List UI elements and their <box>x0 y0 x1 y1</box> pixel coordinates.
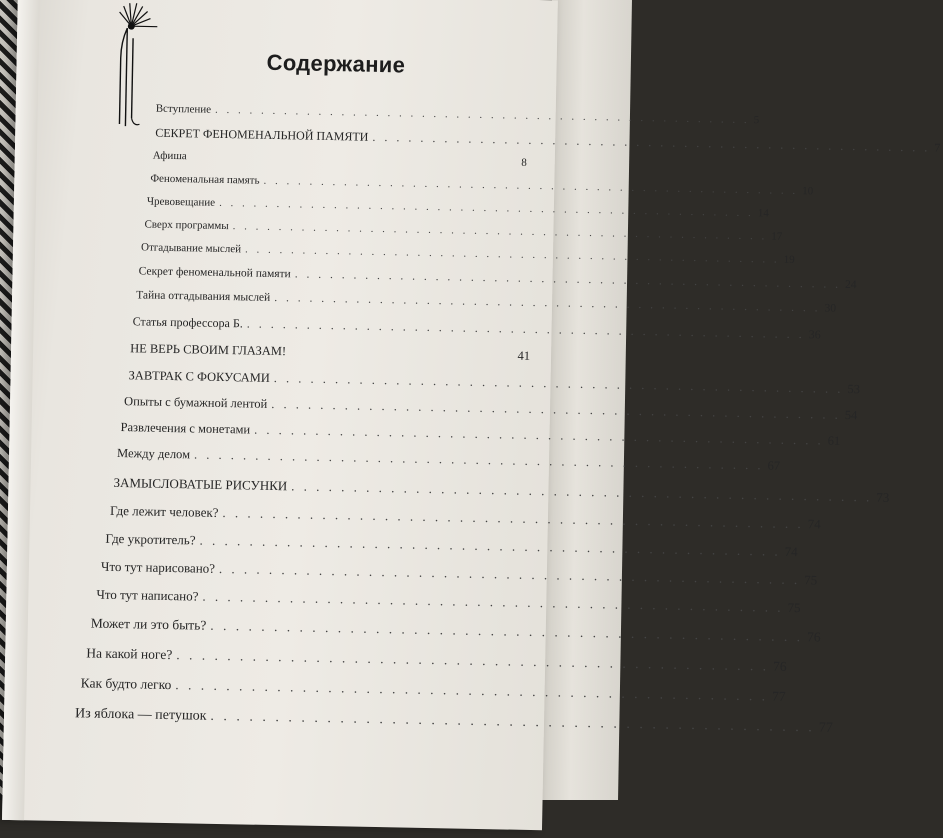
toc-entry-page: 8 <box>521 157 527 169</box>
toc-entry-page: 76 <box>773 659 787 675</box>
toc-entry <box>141 241 527 260</box>
toc-entry-page: 14 <box>758 207 769 219</box>
toc-leader-dots: . . . . . . . . . . . . . . . . . . . . . . . . . . . . . . . . . . . . . . . . . . . . . . . <box>219 197 754 219</box>
toc-leader-dots: . . . . . . . . . . . . . . . . . . . . . . . . . . . . . . . . . . . . . . . . . . . . . . . <box>247 316 805 342</box>
toc-entry-label: ЗАВТРАК С ФОКУСАМИ <box>128 368 270 386</box>
toc-entry-page: 75 <box>804 572 817 588</box>
toc-leader-dots: . . . . . . . . . . . . . . . . . . . . . . . . . . . . . . . . . . . . . . . . . . . . . . . <box>210 618 803 645</box>
toc-entry-label: Что тут нарисовано? <box>101 559 215 577</box>
toc-entry-label: Из яблока — петушок <box>75 706 207 725</box>
toc-entry <box>144 218 527 237</box>
toc-entry <box>81 675 544 700</box>
toc-entry-label: Секрет феноменальной памяти <box>139 265 291 280</box>
toc-entry-label: Отгадывание мыслей <box>141 241 241 255</box>
toc-entry <box>91 616 543 641</box>
toc-entry <box>96 587 542 612</box>
toc-leader-dots: . . . . . . . . . . . . . . . . . . . . . . . . . . . . . . . . . . . . . . . . . . . . . . . <box>210 709 815 737</box>
toc-entry-label: Может ли это быть? <box>91 616 207 634</box>
toc-entry-page: 10 <box>802 185 813 197</box>
toc-entry <box>156 103 526 122</box>
toc-entry <box>101 559 541 583</box>
page-title: Содержание <box>266 50 405 79</box>
toc-entry-label: Где лежит человек? <box>110 503 219 521</box>
toc-leader-dots: . . . . . . . . . . . . . . . . . . . . . . . . . . . . . . . . . . . . . . . . . . . . . . . <box>295 268 842 290</box>
toc-leader-dots: . . . . . . . . . . . . . . . . . . . . . . . . . . . . . . . . . . . . . . . . . . . . . . . <box>245 243 780 265</box>
toc-leader-dots: . . . . . . . . . . . . . . . . . . . . . . . . . . . . . . . . . . . . . . . . . . . . . . . <box>202 589 783 616</box>
toc-leader-dots: . . . . . . . . . . . . . . . . . . . . . . . . . . . . . . . . . . . . . . . . . . . . . . . <box>215 104 750 126</box>
toc-entry-page: 73 <box>876 490 889 506</box>
toc-leader-dots: . . . . . . . . . . . . . . . . . . . . . . . . . . . . . . . . . . . . . . . . . . . . . . . <box>263 175 798 197</box>
toc-entry <box>150 173 526 192</box>
toc-entry-page: 77 <box>819 721 833 737</box>
toc-entry-label: Опыты с бумажной лентой <box>124 394 267 412</box>
toc-entry-page: 76 <box>807 629 821 645</box>
toc-entry <box>75 706 544 731</box>
toc-entry-label: Между делом <box>117 446 190 462</box>
book-page <box>2 0 558 830</box>
toc-entry-page: 77 <box>772 689 786 705</box>
toc-entry-page: 67 <box>767 458 780 473</box>
toc-entry-page: 30 <box>824 303 836 315</box>
toc-entry <box>113 475 537 499</box>
toc-entry-page: 7 <box>934 141 940 156</box>
toc-entry <box>128 368 531 391</box>
toc-leader-dots: . . . . . . . . . . . . . . . . . . . . . . . . . . . . . . . . . . . . . . . . . . . . . . . <box>194 447 764 473</box>
toc-entry-page: 17 <box>771 231 782 243</box>
toc-entry-label: Вступление <box>156 103 212 116</box>
toc-leader-dots: . . . . . . . . . . . . . . . . . . . . . . . . . . . . . . . . . . . . . . . . . . . . . . . <box>254 423 824 449</box>
toc-entry-page: 24 <box>845 279 857 291</box>
toc-entry-label: Чревовещание <box>147 196 215 209</box>
toc-entry-label: Как будто легко <box>81 675 172 693</box>
toc-entry <box>105 531 539 555</box>
toc-entry-label: Развлечения с монетами <box>120 420 250 437</box>
toc-entry-page: 74 <box>808 516 821 532</box>
toc-leader-dots: . . . . . . . . . . . . . . . . . . . . . . . . . . . . . . . . . . . . . . . . . . . . . . . <box>219 561 800 588</box>
toc-entry-page: 74 <box>785 544 798 560</box>
toc-entry <box>124 394 532 417</box>
toc-entry-page: 19 <box>784 254 795 266</box>
toc-leader-dots: . . . . . . . . . . . . . . . . . . . . . . . . . . . . . . . . . . . . . . . . . . . . . . . <box>291 478 872 505</box>
toc-entry <box>117 446 535 469</box>
toc-entry <box>120 420 533 443</box>
toc-entry-page: 5 <box>754 114 760 126</box>
toc-entry-label: Где укротитель? <box>105 531 195 549</box>
toc-leader-dots: . . . . . . . . . . . . . . . . . . . . . . . . . . . . . . . . . . . . . . . . . . . . . . . <box>176 647 769 674</box>
toc-leader-dots: . . . . . . . . . . . . . . . . . . . . . . . . . . . . . . . . . . . . . . . . . . . . . . . <box>274 292 821 314</box>
toc-entry-label: СЕКРЕТ ФЕНОМЕНАЛЬНОЙ ПАМЯТИ <box>155 126 368 145</box>
toc-entry-label: Афиша <box>153 150 187 163</box>
toc-entry-page: 41 <box>517 349 530 364</box>
toc-entry <box>153 150 527 169</box>
toc-entry-label: Сверх программы <box>144 218 228 232</box>
toc-entry <box>133 314 529 337</box>
toc-entry <box>155 126 527 148</box>
toc-entry-label: Что тут написано? <box>96 587 198 605</box>
toc-entry-label: НЕ ВЕРЬ СВОИМ ГЛАЗАМ! <box>130 341 286 359</box>
toc-entry-page: 36 <box>809 327 821 342</box>
toc-entry-label: Статья профессора Б. <box>133 314 243 331</box>
toc-entry <box>147 196 527 215</box>
toc-leader-dots: . . . . . . . . . . . . . . . . . . . . . . . . . . . . . . . . . . . . . . . . . . . . . . . <box>372 130 930 156</box>
toc-leader-dots: . . . . . . . . . . . . . . . . . . . . . . . . . . . . . . . . . . . . . . . . . . . . . . . <box>274 371 844 397</box>
toc-entry-page: 53 <box>847 382 860 397</box>
toc-entry <box>110 503 539 527</box>
toc-entry-page: 75 <box>787 600 800 616</box>
toc-leader-dots: . . . . . . . . . . . . . . . . . . . . . . . . . . . . . . . . . . . . . . . . . . . . . . . <box>175 677 768 704</box>
toc-leader-dots: . . . . . . . . . . . . . . . . . . . . . . . . . . . . . . . . . . . . . . . . . . . . . . . <box>222 505 803 532</box>
toc-entry <box>86 645 543 670</box>
toc-entry-page: 54 <box>845 408 858 423</box>
toc-leader-dots: . . . . . . . . . . . . . . . . . . . . . . . . . . . . . . . . . . . . . . . . . . . . . . . <box>233 220 768 242</box>
toc-entry-page: 61 <box>828 434 841 449</box>
toc-entry <box>130 341 530 364</box>
toc-entry-label: На какой ноге? <box>86 645 172 663</box>
toc-entry-label: ЗАМЫСЛОВАТЫЕ РИСУНКИ <box>113 475 287 494</box>
toc-entry-label: Тайна отгадывания мыслей <box>136 289 270 304</box>
toc-leader-dots: . . . . . . . . . . . . . . . . . . . . . . . . . . . . . . . . . . . . . . . . . . . . . . . <box>271 397 841 423</box>
toc-entry <box>139 265 528 284</box>
toc-leader-dots: . . . . . . . . . . . . . . . . . . . . . . . . . . . . . . . . . . . . . . . . . . . . . . . <box>199 533 780 560</box>
toc-entry-label: Феноменальная память <box>150 173 259 187</box>
toc-entry <box>136 289 528 309</box>
